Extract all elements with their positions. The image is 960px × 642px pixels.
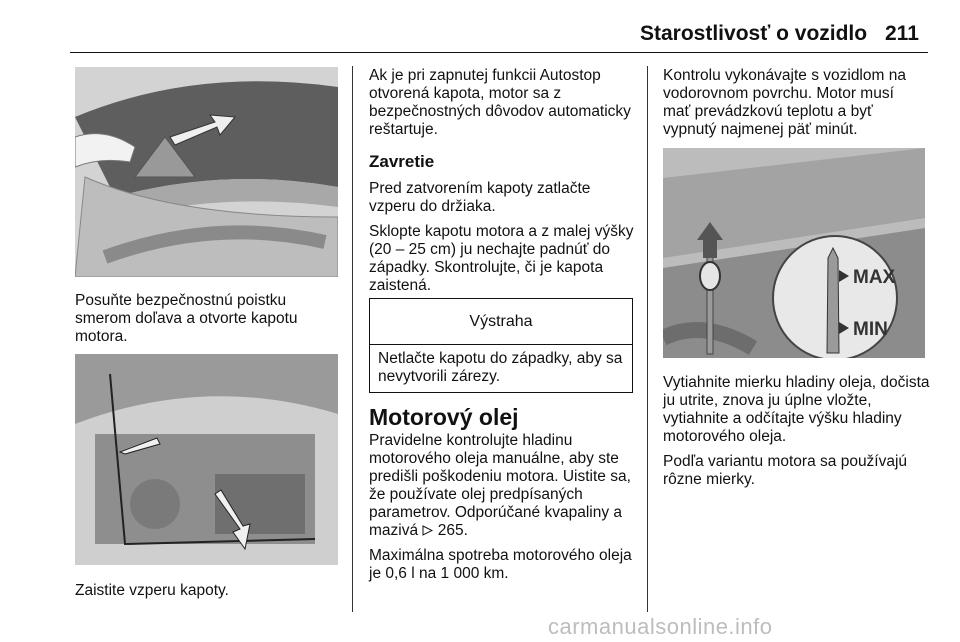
- page-reference-icon: [422, 522, 433, 539]
- warning-title: Výstraha: [370, 299, 632, 345]
- warning-box: [369, 298, 633, 393]
- caption-hood-release: Posuňte bezpečnostnú poistku smerom doľava a otvorte kapotu motora.: [75, 292, 298, 345]
- header-title: Starostlivosť o vozidlo: [640, 22, 868, 45]
- closing-paragraph-2: Sklopte kapotu motora a z malej výšky (20 – 25 cm) ju nechajte padnúť do západky. Skontrolujte, či je kapota zaistená.: [369, 223, 634, 294]
- dipstick-paragraph-1: Vytiahnite mierku hladiny oleja, dočista ju utrite, znova ju úplne vložte, vytiahnite a odčítajte výšku hladiny motorového oleja.: [663, 374, 930, 445]
- engine-oil-paragraph-1: [369, 432, 641, 540]
- hood-release-illustration: [75, 67, 338, 277]
- closing-paragraph-1: Pred zatvorením kapoty zatlačte vzperu do držiaka.: [369, 180, 591, 215]
- dipstick-illustration: [663, 148, 925, 358]
- watermark: carmanualsonline.info: [548, 614, 773, 639]
- closing-text: [369, 180, 641, 302]
- dipstick-max-label: MAX: [853, 267, 896, 288]
- closing-heading: Zavretie: [369, 152, 435, 171]
- page-reference-link[interactable]: 265.: [437, 522, 468, 539]
- hood-prop-illustration: [75, 354, 338, 565]
- column-divider-right: [647, 66, 648, 612]
- engine-oil-text: [369, 432, 641, 590]
- engine-oil-paragraph-2: Maximálna spotreba motorového oleja je 0,6 l na 1 000 km.: [369, 547, 632, 582]
- caption-hood-prop: Zaistite vzperu kapoty.: [75, 582, 229, 599]
- check-conditions-text: Kontrolu vykonávajte s vozidlom na vodorovnom povrchu. Motor musí mať prevádzkovú teplotu a byť vypnutý najmenej päť minút.: [663, 67, 906, 138]
- engine-oil-paragraph-1-text: Pravidelne kontrolujte hladinu motorového oleja manuálne, aby ste predišli poškodeniu motora. Uistite sa, že používate olej predpísaných parametrov. Odporúčané kvapaliny a mazivá: [369, 432, 631, 539]
- engine-oil-heading: Motorový olej: [369, 404, 519, 430]
- header-rule: [70, 52, 928, 53]
- page-number: 211: [885, 22, 919, 45]
- autostop-note: Ak je pri zapnutej funkcii Autostop otvorená kapota, motor sa z bezpečnostných dôvodov automaticky reštartuje.: [369, 67, 631, 138]
- dipstick-instructions: [663, 374, 933, 496]
- dipstick-paragraph-2: Podľa variantu motora sa používajú rôzne mierky.: [663, 453, 908, 488]
- dipstick-min-label: MIN: [853, 319, 888, 340]
- warning-body: Netlačte kapotu do západky, aby sa nevytvorili zárezy.: [378, 350, 623, 385]
- column-divider-left: [352, 66, 353, 612]
